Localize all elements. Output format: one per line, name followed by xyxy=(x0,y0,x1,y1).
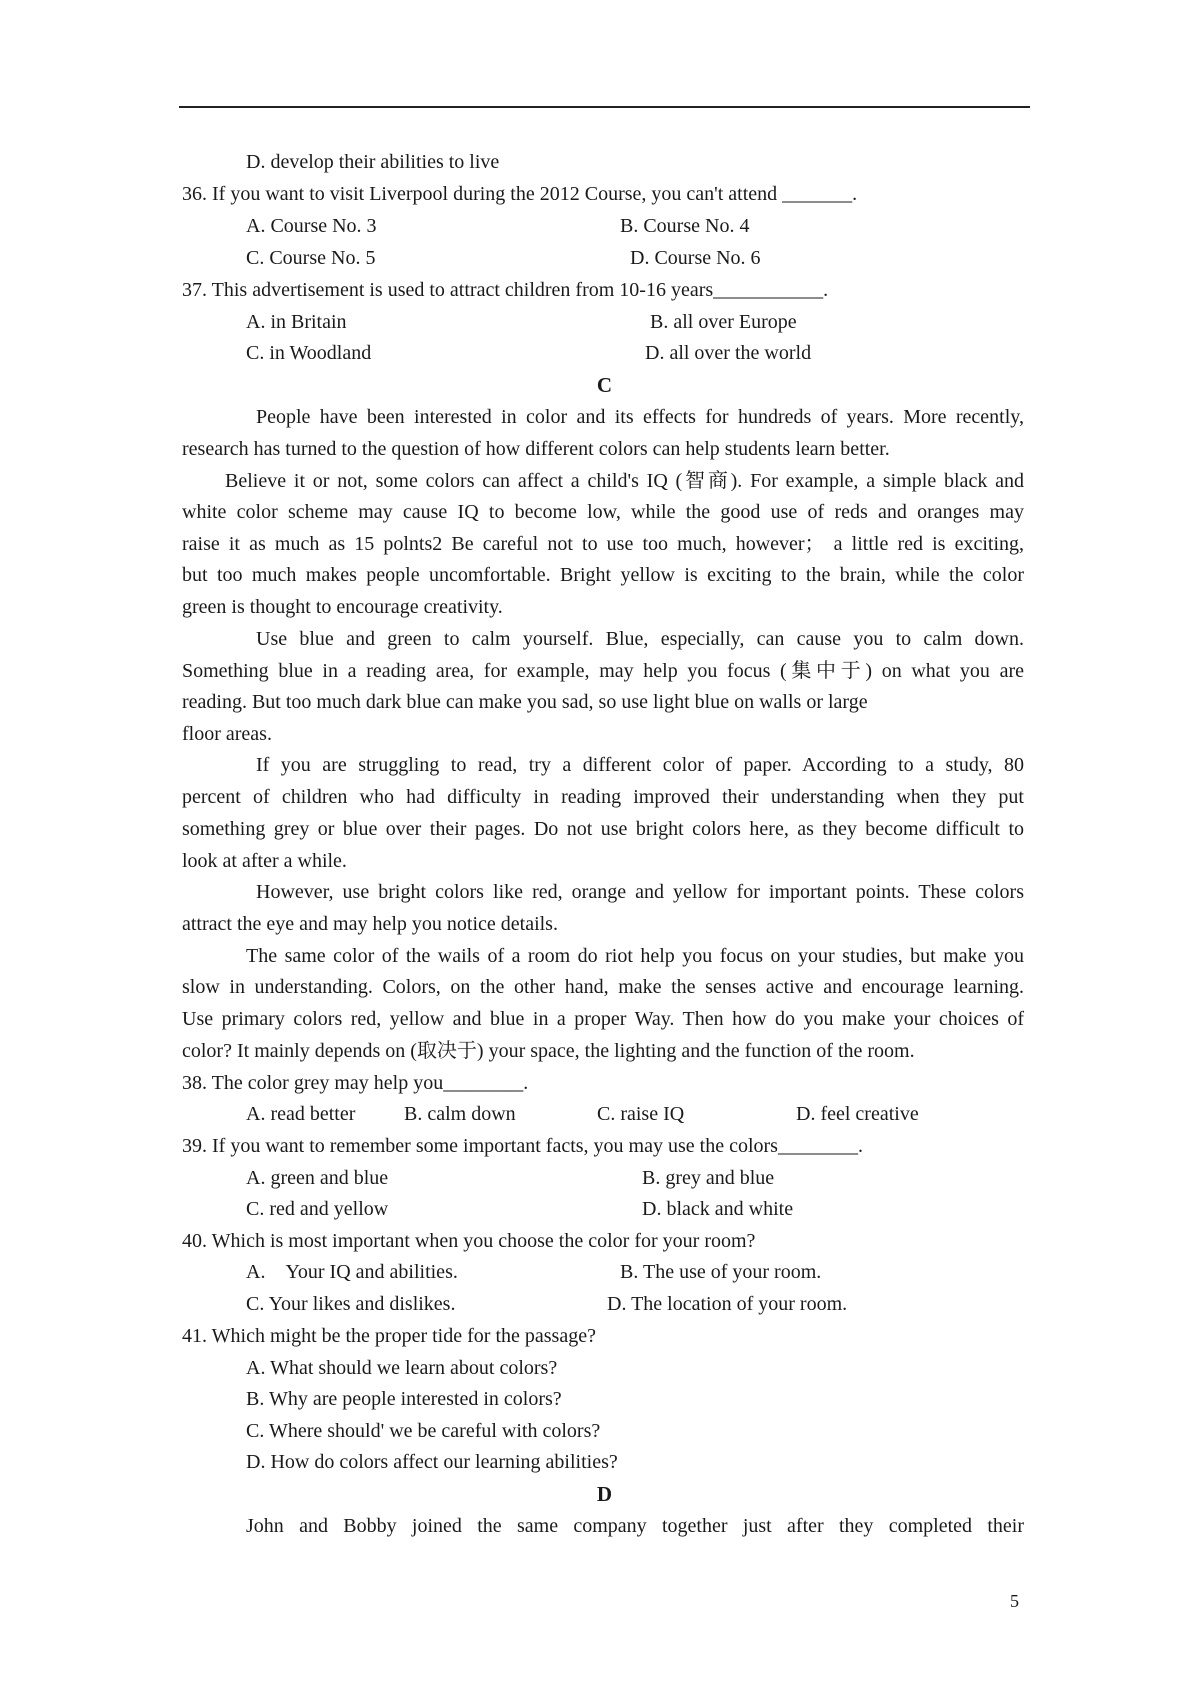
q41-option-a: A. What should we learn about colors? xyxy=(246,1357,558,1379)
q38-option-c: C. raise IQ xyxy=(597,1103,685,1125)
q36-option-c: C. Course No. 5 xyxy=(246,247,376,269)
q38-option-a: A. read better xyxy=(246,1103,356,1125)
q40-option-a: A. Your IQ and abilities. xyxy=(246,1261,458,1283)
q40-option-b: B. The use of your room. xyxy=(620,1261,822,1283)
passage-line: green is thought to encourage creativity. xyxy=(182,596,503,618)
q39-option-a: A. green and blue xyxy=(246,1167,389,1189)
q41-stem: 41. Which might be the proper tide for the passage? xyxy=(182,1325,596,1347)
passage-line: The same color of the wails of a room do riot help you focus on your studies, but make you xyxy=(246,945,1024,967)
q38-option-d: D. feel creative xyxy=(796,1103,919,1125)
passage-line: John and Bobby joined the same company together just after they completed their xyxy=(246,1515,1024,1537)
q41-option-d: D. How do colors affect our learning abilities? xyxy=(246,1451,618,1473)
section-d-heading: D xyxy=(596,1482,613,1506)
q39-option-b: B. grey and blue xyxy=(642,1167,775,1189)
q39-option-c: C. red and yellow xyxy=(246,1198,389,1220)
q39-stem: 39. If you want to remember some important facts, you may use the colors________. xyxy=(182,1135,863,1157)
q41-option-b: B. Why are people interested in colors? xyxy=(246,1388,562,1410)
passage-line: Use primary colors red, yellow and blue in a proper Way. Then how do you make your choices of xyxy=(182,1008,1024,1030)
q37-option-a: A. in Britain xyxy=(246,311,347,333)
q37-option-b: B. all over Europe xyxy=(650,311,797,333)
q38-option-b: B. calm down xyxy=(404,1103,516,1125)
passage-line: look at after a while. xyxy=(182,850,347,872)
page-number: 5 xyxy=(1010,1591,1019,1611)
q41-option-c: C. Where should' we be careful with colors? xyxy=(246,1420,601,1442)
passage-line: attract the eye and may help you notice details. xyxy=(182,913,558,935)
passage-line: reading. But too much dark blue can make you sad, so use light blue on walls or large xyxy=(182,691,868,713)
header-rule xyxy=(179,106,1030,108)
passage-line: Believe it or not, some colors can affect a child's IQ (智商). For example, a simple black and xyxy=(225,470,1024,492)
q36-option-b: B. Course No. 4 xyxy=(620,215,750,237)
passage-line: If you are struggling to read, try a different color of paper. According to a study, 80 xyxy=(256,754,1024,776)
passage-line: Something blue in a reading area, for example, may help you focus (集中于) on what you are xyxy=(182,660,1024,682)
q37-option-d: D. all over the world xyxy=(645,342,812,364)
q40-stem: 40. Which is most important when you choose the color for your room? xyxy=(182,1230,756,1252)
q36-option-d: D. Course No. 6 xyxy=(630,247,761,269)
passage-line: floor areas. xyxy=(182,723,272,745)
passage-line: However, use bright colors like red, orange and yellow for important points. These colors xyxy=(256,881,1024,903)
section-c-heading: C xyxy=(596,373,613,397)
q37-stem: 37. This advertisement is used to attract children from 10-16 years___________. xyxy=(182,279,829,301)
passage-line: People have been interested in color and its effects for hundreds of years. More recently, xyxy=(256,406,1024,428)
passage-line: something grey or blue over their pages. Do not use bright colors here, as they become difficult to xyxy=(182,818,1024,840)
q40-option-d: D. The location of your room. xyxy=(607,1293,848,1315)
q38-stem: 38. The color grey may help you________. xyxy=(182,1072,529,1094)
q36-option-a: A. Course No. 3 xyxy=(246,215,377,237)
passage-line: white color scheme may cause IQ to become low, while the good use of reds and oranges may xyxy=(182,501,1024,523)
q35-option-d: D. develop their abilities to live xyxy=(246,151,500,173)
q36-stem: 36. If you want to visit Liverpool during the 2012 Course, you can't attend _______. xyxy=(182,183,858,205)
passage-line: raise it as much as 15 polnts2 Be careful not to use too much, however； a little red is exciting, xyxy=(182,533,1024,555)
passage-line: research has turned to the question of how different colors can help students learn better. xyxy=(182,438,890,460)
passage-line: color? It mainly depends on (取决于) your space, the lighting and the function of the room. xyxy=(182,1040,915,1062)
q39-option-d: D. black and white xyxy=(642,1198,794,1220)
passage-line: but too much makes people uncomfortable. Bright yellow is exciting to the brain, while the color xyxy=(182,564,1024,586)
passage-line: percent of children who had difficulty in reading improved their understanding when they put xyxy=(182,786,1024,808)
q37-option-c: C. in Woodland xyxy=(246,342,372,364)
passage-line: Use blue and green to calm yourself. Blue, especially, can cause you to calm down. xyxy=(256,628,1024,650)
passage-line: slow in understanding. Colors, on the other hand, make the senses active and encourage learning. xyxy=(182,976,1024,998)
q40-option-c: C. Your likes and dislikes. xyxy=(246,1293,456,1315)
